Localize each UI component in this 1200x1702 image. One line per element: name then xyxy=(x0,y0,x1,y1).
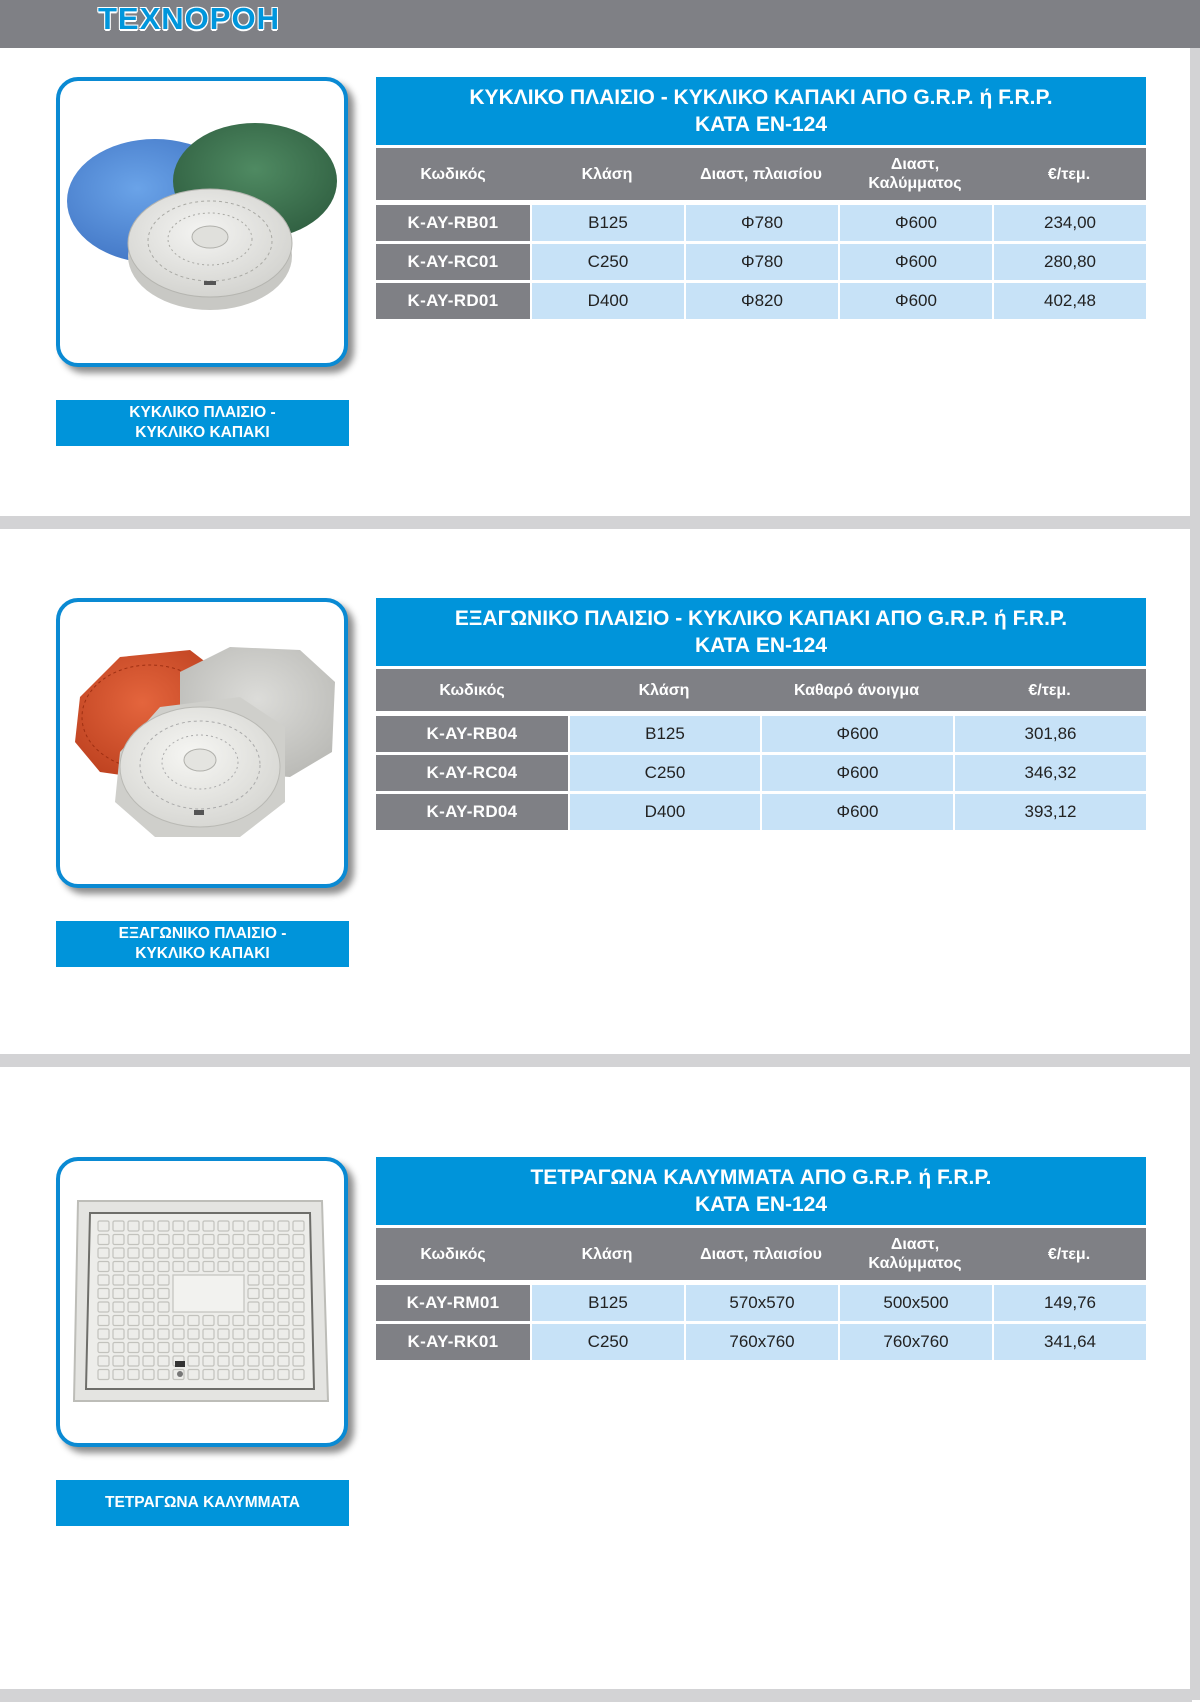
cell-class: B125 xyxy=(568,716,760,752)
cell-price: 280,80 xyxy=(992,244,1146,280)
cell-frame-size: Φ780 xyxy=(684,205,838,241)
table-row xyxy=(376,283,1146,319)
table-title xyxy=(376,1157,1146,1225)
round-covers-image xyxy=(60,81,344,363)
cell-class: B125 xyxy=(530,205,684,241)
header-frame-size: Διαστ, πλαισίου xyxy=(700,1245,822,1263)
header-frame-size: Διαστ, πλαισίου xyxy=(700,165,822,183)
table-title-line: ΤΕΤΡΑΓΩΝΑ ΚΑΛΥΜΜΑΤΑ ΑΠΟ G.R.P. ή F.R.P. xyxy=(530,1166,992,1189)
product-photo-square-covers xyxy=(56,1157,348,1447)
header-class: Κλάση xyxy=(638,681,690,699)
cell-price: 402,48 xyxy=(992,283,1146,319)
caption-line: ΚΥΚΛΙΚΟ ΠΛΑΙΣΙΟ - xyxy=(129,404,276,421)
cell-code: K-AY-RB01 xyxy=(376,205,530,241)
cell-frame-size: 760x760 xyxy=(684,1324,838,1360)
header-clear-opening: Καθαρό άνοιγμα xyxy=(793,681,920,699)
cell-class: D400 xyxy=(530,283,684,319)
cell-frame-size: Φ780 xyxy=(684,244,838,280)
table-header xyxy=(376,148,1146,200)
cell-price: 149,76 xyxy=(992,1285,1146,1321)
square-cover-image xyxy=(60,1161,344,1443)
table-title-line: ΚΥΚΛΙΚΟ ΠΛΑΙΣΙΟ - ΚΥΚΛΙΚΟ ΚΑΠΑΚΙ ΑΠΟ G.R.P. ή F.R.P. xyxy=(469,86,1053,109)
header-code: Κωδικός xyxy=(420,1245,486,1263)
cell-class: C250 xyxy=(530,244,684,280)
cell-price: 234,00 xyxy=(992,205,1146,241)
price-table xyxy=(376,598,1146,830)
table-title-line: ΚΑΤΑ ΕΝ-124 xyxy=(694,1193,828,1216)
cell-cover-size: 760x760 xyxy=(838,1324,992,1360)
cell-price: 341,64 xyxy=(992,1324,1146,1360)
cell-cover-size: Φ600 xyxy=(838,283,992,319)
cell-price: 346,32 xyxy=(953,755,1146,791)
product-photo-round-covers xyxy=(56,77,348,367)
table-title xyxy=(376,77,1146,145)
header-price: €/τεμ. xyxy=(1047,1245,1091,1263)
cell-class: C250 xyxy=(568,755,760,791)
right-edge-bar xyxy=(1190,48,1200,1700)
cell-clear-opening: Φ600 xyxy=(760,716,953,752)
cell-price: 301,86 xyxy=(953,716,1146,752)
cell-clear-opening: Φ600 xyxy=(760,755,953,791)
product-caption xyxy=(56,1480,349,1526)
section-divider xyxy=(0,1689,1192,1702)
section-divider xyxy=(0,1054,1192,1067)
cell-cover-size: 500x500 xyxy=(838,1285,992,1321)
cell-code: K-AY-RC01 xyxy=(376,244,530,280)
cell-cover-size: Φ600 xyxy=(838,205,992,241)
cell-price: 393,12 xyxy=(953,794,1146,830)
price-table xyxy=(376,1157,1146,1360)
table-title-line: ΚΑΤΑ ΕΝ-124 xyxy=(694,113,828,136)
cell-code: K-AY-RD04 xyxy=(376,794,568,830)
cell-code: K-AY-RB04 xyxy=(376,716,568,752)
header-price: €/τεμ. xyxy=(1047,165,1091,183)
product-caption xyxy=(56,921,349,967)
header-cover-size: Διαστ, Καλύμματος xyxy=(868,1236,962,1272)
table-title-line: ΕΞΑΓΩΝΙΚΟ ΠΛΑΙΣΙΟ - ΚΥΚΛΙΚΟ ΚΑΠΑΚΙ ΑΠΟ G.R.P. ή F.R.P. xyxy=(454,607,1068,630)
table-row xyxy=(376,205,1146,241)
table-row xyxy=(376,794,1146,830)
table-header xyxy=(376,1228,1146,1280)
cell-class: B125 xyxy=(530,1285,684,1321)
header-bar xyxy=(0,0,1200,48)
brand-logo: ΤΕΧΝΟΡΟΗ xyxy=(98,1,280,36)
cell-code: K-AY-RK01 xyxy=(376,1324,530,1360)
header-class: Κλάση xyxy=(581,1245,633,1263)
cell-class: C250 xyxy=(530,1324,684,1360)
cell-code: K-AY-RM01 xyxy=(376,1285,530,1321)
header-code: Κωδικός xyxy=(439,681,505,699)
product-photo-hex-covers xyxy=(56,598,348,888)
product-caption xyxy=(56,400,349,446)
cell-frame-size: 570x570 xyxy=(684,1285,838,1321)
cell-cover-size: Φ600 xyxy=(838,244,992,280)
caption-line: ΚΥΚΛΙΚΟ ΚΑΠΑΚΙ xyxy=(135,945,270,962)
header-class: Κλάση xyxy=(581,165,633,183)
caption-line: ΕΞΑΓΩΝΙΚΟ ΠΛΑΙΣΙΟ - xyxy=(118,925,287,942)
table-row xyxy=(376,244,1146,280)
table-title xyxy=(376,598,1146,666)
hex-covers-image xyxy=(60,602,344,884)
header-cover-size: Διαστ, Καλύμματος xyxy=(868,156,962,192)
cell-frame-size: Φ820 xyxy=(684,283,838,319)
table-header xyxy=(376,669,1146,711)
price-table xyxy=(376,77,1146,319)
cell-clear-opening: Φ600 xyxy=(760,794,953,830)
header-code: Κωδικός xyxy=(420,165,486,183)
caption-line: ΤΕΤΡΑΓΩΝΑ ΚΑΛΥΜΜΑΤΑ xyxy=(105,1494,300,1511)
table-row xyxy=(376,1285,1146,1321)
header-price: €/τεμ. xyxy=(1028,681,1071,699)
table-title-line: ΚΑΤΑ ΕΝ-124 xyxy=(694,634,828,657)
cell-class: D400 xyxy=(568,794,760,830)
table-row xyxy=(376,755,1146,791)
cell-code: K-AY-RC04 xyxy=(376,755,568,791)
cell-code: K-AY-RD01 xyxy=(376,283,530,319)
caption-line: ΚΥΚΛΙΚΟ ΚΑΠΑΚΙ xyxy=(135,424,270,441)
table-row xyxy=(376,1324,1146,1360)
section-divider xyxy=(0,516,1192,529)
table-row xyxy=(376,716,1146,752)
